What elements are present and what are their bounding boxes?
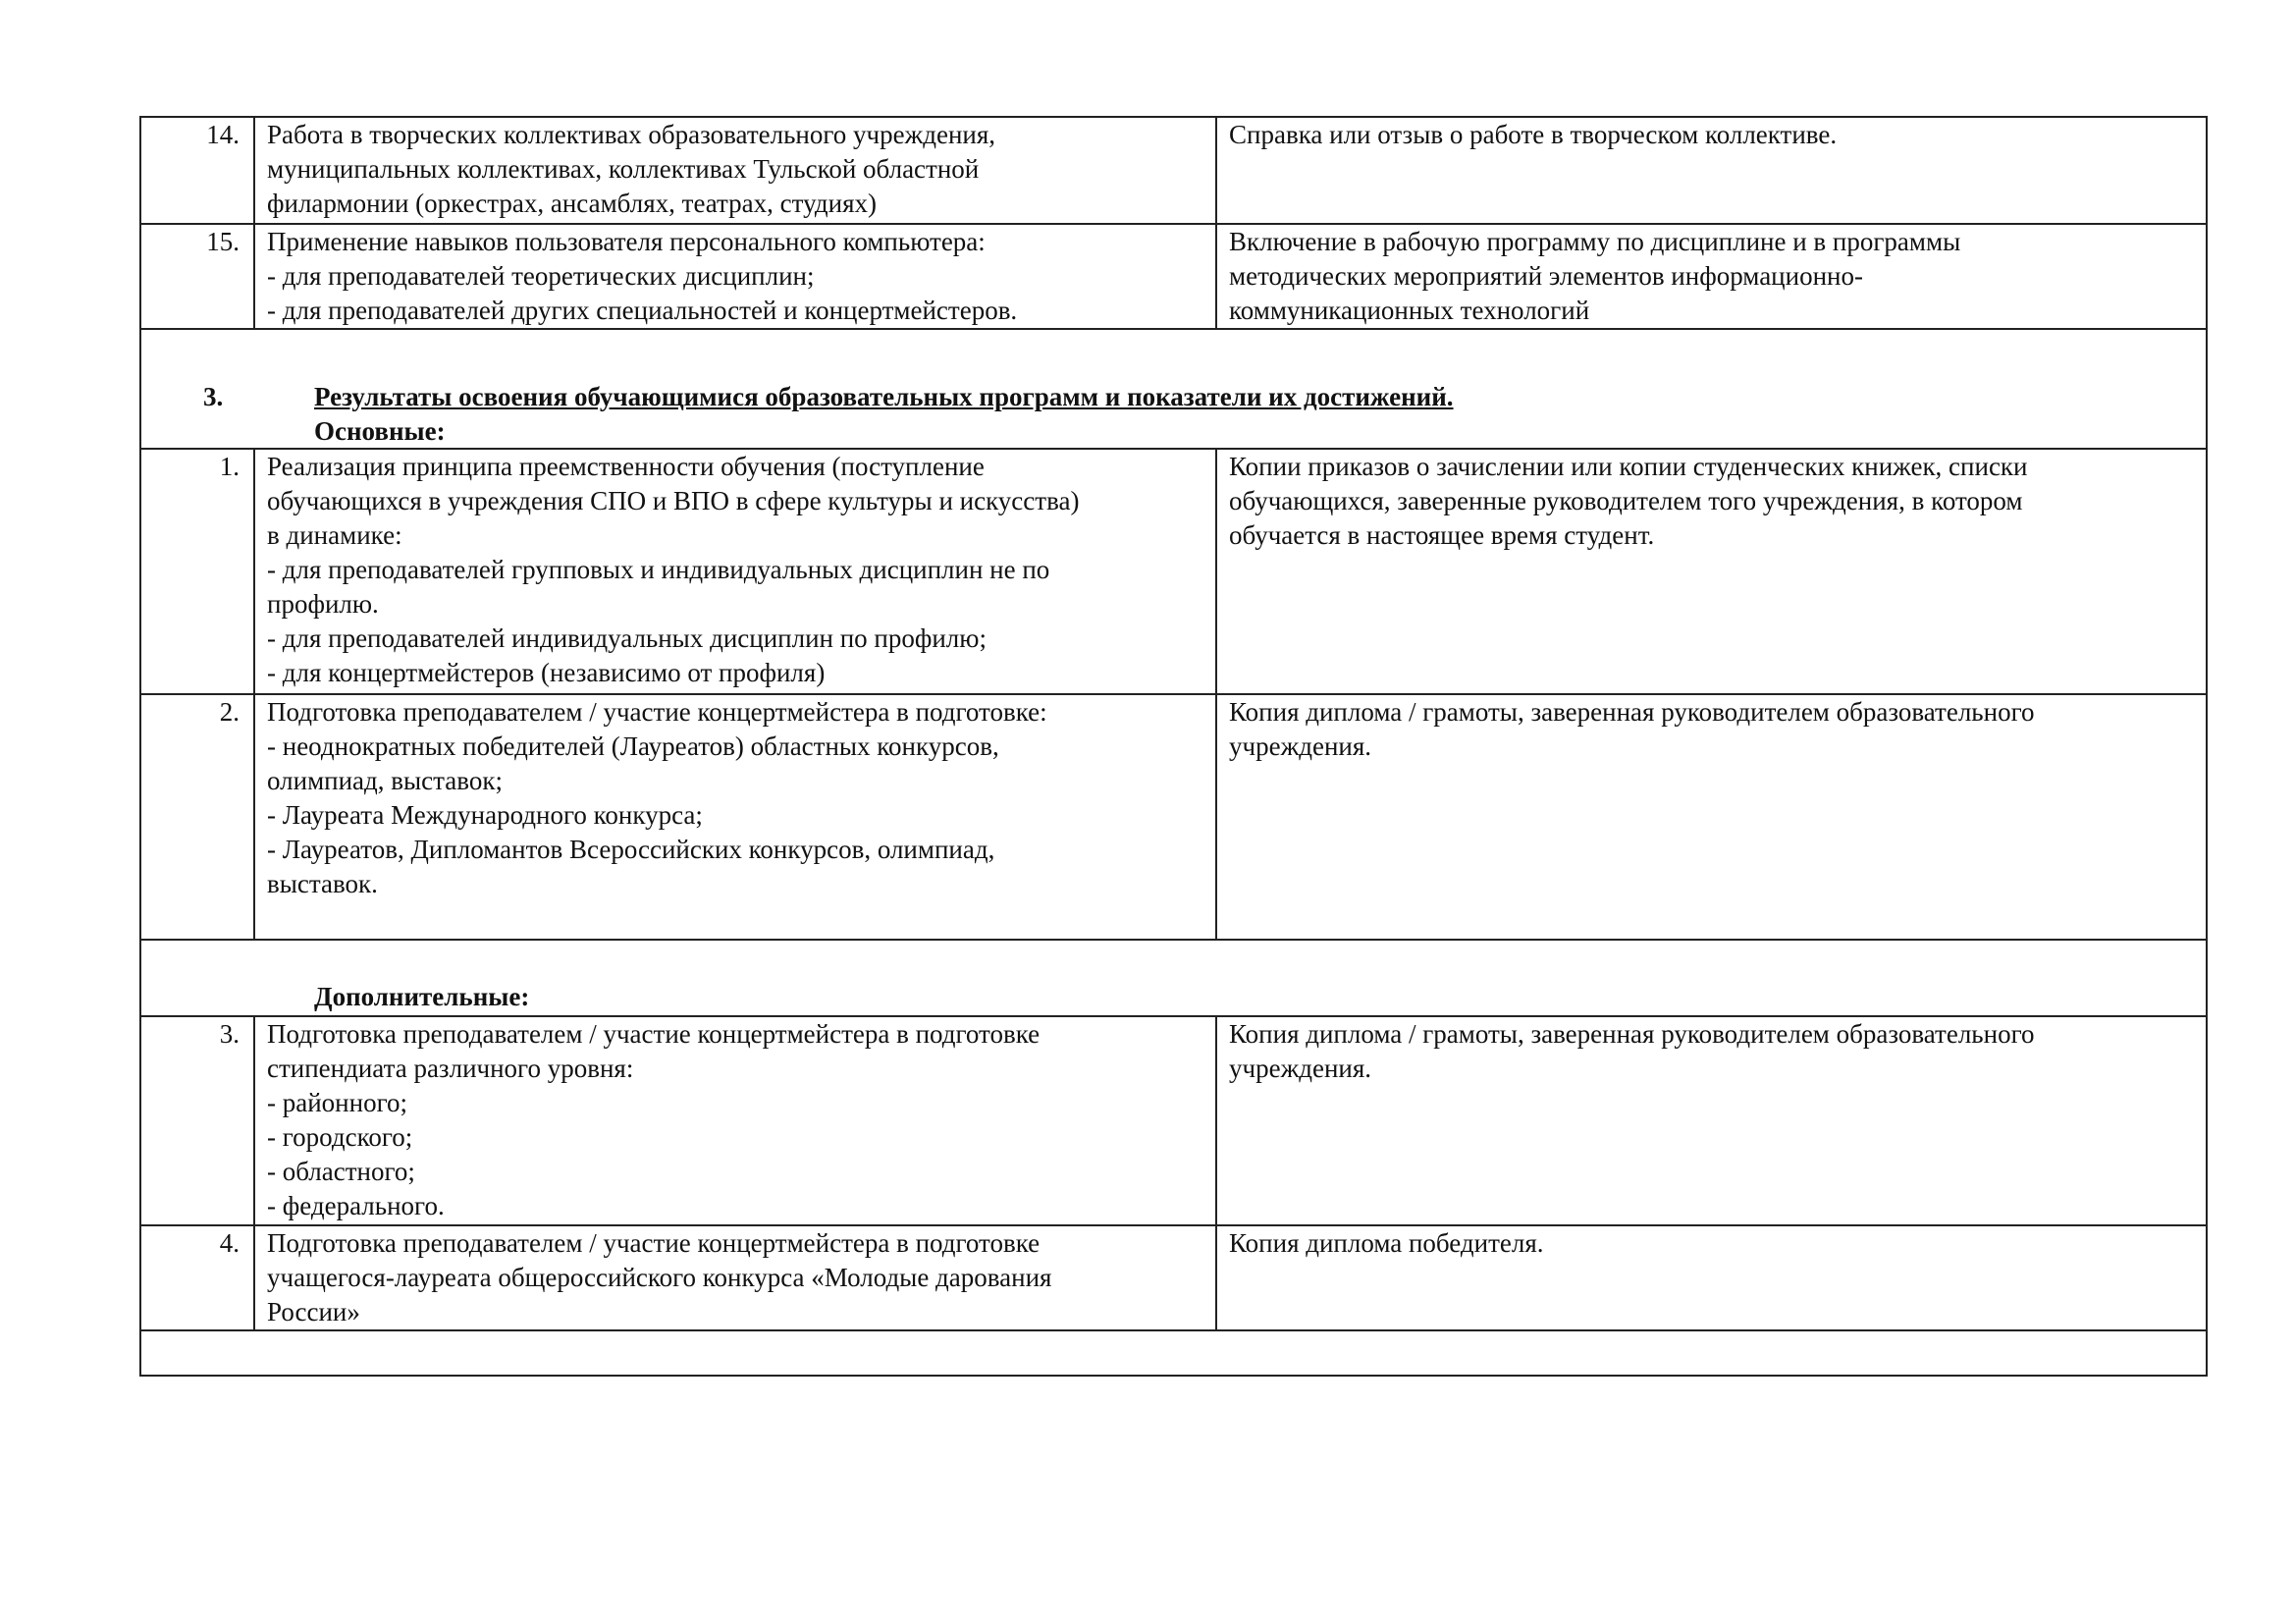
evidence-line: Копии приказов о зачислении или копии студенческих книжек, списки (1229, 452, 2028, 481)
row-number: 4. (140, 1225, 254, 1330)
criterion-line: олимпиад, выставок; (267, 766, 503, 795)
evidence-line: обучающихся, заверенные руководителем того учреждения, в котором (1229, 486, 2023, 515)
table-row (140, 1016, 2207, 1225)
criterion-line: Реализация принципа преемственности обучения (поступление (267, 452, 985, 481)
row-number: 3. (140, 1016, 254, 1225)
criterion-line: - для преподавателей теоретических дисциплин; (267, 261, 815, 291)
criterion-line: Работа в творческих коллективах образовательного учреждения, (267, 120, 996, 149)
table-row (140, 224, 2207, 329)
criterion-line: России» (267, 1297, 360, 1326)
evidence-line: Копия диплома победителя. (1229, 1228, 1544, 1258)
table-row (140, 449, 2207, 694)
criterion-line: муниципальных коллективах, коллективах Тульской областной (267, 154, 980, 184)
evidence-line: обучается в настоящее время студент. (1229, 520, 1655, 550)
criterion-line: учащегося-лауреата общероссийского конкурса «Молодые дарования (267, 1263, 1052, 1292)
criterion-line: профилю. (267, 589, 379, 619)
row-number: 14. (140, 117, 254, 224)
table-row (140, 1225, 2207, 1330)
section-title: Результаты освоения обучающимися образовательных программ и показатели их достижений. (314, 382, 1454, 411)
criterion-line: - для концертмейстеров (независимо от профиля) (267, 658, 826, 687)
criterion-line: стипендиата различного уровня: (267, 1054, 634, 1083)
criteria-table (139, 116, 2208, 1377)
section-number: 3. (203, 382, 224, 411)
criterion-cell (254, 117, 1216, 224)
section-heading-row (140, 329, 2207, 449)
evidence-line: учреждения. (1229, 731, 1372, 761)
criterion-cell (254, 224, 1216, 329)
criterion-line: - неоднократных победителей (Лауреатов) областных конкурсов, (267, 731, 999, 761)
evidence-cell (1216, 1225, 2207, 1330)
evidence-line: коммуникационных технологий (1229, 296, 1590, 325)
criterion-line: - Лауреата Международного конкурса; (267, 800, 703, 830)
criterion-line: обучающихся в учреждения СПО и ВПО в сфере культуры и искусства) (267, 486, 1080, 515)
row-number: 1. (140, 449, 254, 694)
evidence-line: Включение в рабочую программу по дисциплине и в программы (1229, 227, 1961, 256)
evidence-cell (1216, 449, 2207, 694)
criterion-line: Подготовка преподавателем / участие концертмейстера в подготовке (267, 1019, 1041, 1049)
subheading-row (140, 940, 2207, 1016)
additional-subheading: Дополнительные: (314, 982, 530, 1011)
criterion-line: - городского; (267, 1122, 413, 1152)
criterion-cell (254, 1225, 1216, 1330)
criterion-line: Применение навыков пользователя персонального компьютера: (267, 227, 986, 256)
evidence-line: методических мероприятий элементов информационно- (1229, 261, 1863, 291)
criterion-line: Подготовка преподавателем / участие концертмейстера в подготовке (267, 1228, 1041, 1258)
evidence-cell (1216, 1016, 2207, 1225)
criterion-line: - для преподавателей групповых и индивидуальных дисциплин не по (267, 555, 1050, 584)
evidence-cell (1216, 224, 2207, 329)
criterion-cell (254, 1016, 1216, 1225)
criterion-line: - для преподавателей других специальностей и концертмейстеров. (267, 296, 1018, 325)
criterion-line: Подготовка преподавателем / участие концертмейстера в подготовке: (267, 697, 1047, 727)
evidence-line: Копия диплома / грамоты, заверенная руководителем образовательного (1229, 1019, 2035, 1049)
criterion-line: - Лауреатов, Дипломантов Всероссийских конкурсов, олимпиад, (267, 835, 995, 864)
evidence-line: учреждения. (1229, 1054, 1372, 1083)
row-number: 2. (140, 694, 254, 940)
evidence-line: Копия диплома / грамоты, заверенная руководителем образовательного (1229, 697, 2035, 727)
evidence-cell (1216, 117, 2207, 224)
criterion-line: - районного; (267, 1088, 407, 1117)
criterion-line: - областного; (267, 1157, 415, 1186)
criterion-line: - для преподавателей индивидуальных дисциплин по профилю; (267, 623, 987, 653)
main-subheading: Основные: (314, 416, 446, 446)
evidence-cell (1216, 694, 2207, 940)
criterion-line: - федерального. (267, 1191, 445, 1220)
evidence-line: Справка или отзыв о работе в творческом коллективе. (1229, 120, 1838, 149)
criterion-line: в динамике: (267, 520, 402, 550)
table-row (140, 117, 2207, 224)
row-number: 15. (140, 224, 254, 329)
criterion-line: выставок. (267, 869, 378, 898)
table-row (140, 694, 2207, 940)
criterion-cell (254, 449, 1216, 694)
criterion-cell (254, 694, 1216, 940)
criterion-line: филармонии (оркестрах, ансамблях, театрах, студиях) (267, 189, 877, 218)
empty-row (140, 1330, 2207, 1376)
